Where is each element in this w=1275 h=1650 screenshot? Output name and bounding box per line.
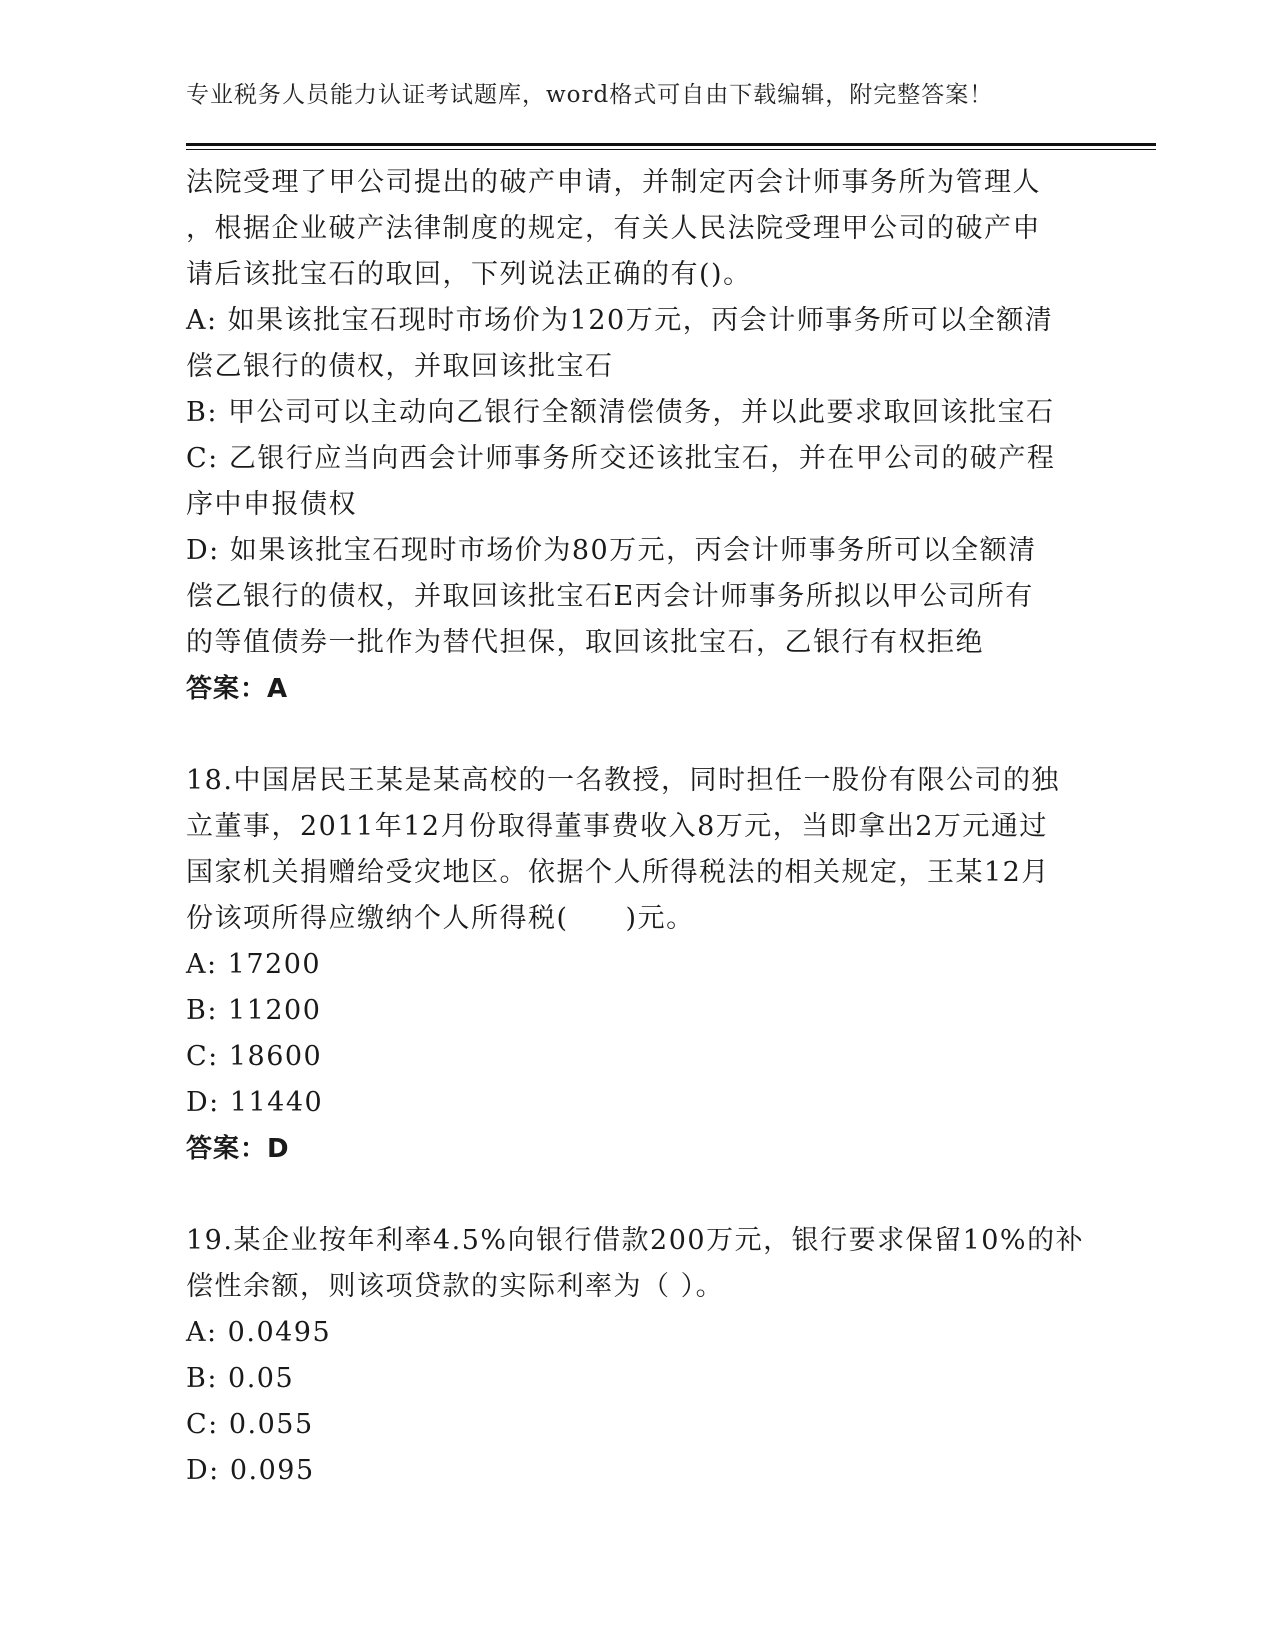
question-18-option-d: D: 11440 <box>186 1087 324 1118</box>
question-19-option-a: A: 0.0495 <box>186 1317 332 1348</box>
question-17-option-d: D: 如果该批宝石现时市场价为80万元，丙会计师事务所可以全额清 <box>186 535 1037 566</box>
question-19 <box>186 1218 1086 1494</box>
question-19-stem-line: 偿性余额，则该项贷款的实际利率为（ ）。 <box>186 1271 725 1302</box>
question-18-stem-line: 国家机关捐赠给受灾地区。依据个人所得税法的相关规定，王某12月 <box>186 857 1050 888</box>
question-17-option-b: B: 甲公司可以主动向乙银行全额清偿债务，并以此要求取回该批宝石 <box>186 397 1055 428</box>
question-17-option-d: 偿乙银行的债权，并取回该批宝石E丙会计师事务所拟以甲公司所有 <box>186 581 1034 612</box>
question-17-option-c: C: 乙银行应当向西会计师事务所交还该批宝石，并在甲公司的破产程 <box>186 443 1056 474</box>
question-17-stem-line: ，根据企业破产法律制度的规定，有关人民法院受理甲公司的破产申 <box>186 213 1041 244</box>
question-19-option-c: C: 0.055 <box>186 1409 314 1440</box>
question-18-option-a: A: 17200 <box>186 949 322 980</box>
question-17-answer: 答案：A <box>186 674 289 704</box>
question-content <box>186 160 1086 1494</box>
question-17-option-c: 序中申报债权 <box>186 489 357 520</box>
header-rule-thick <box>186 143 1156 146</box>
question-18-option-b: B: 11200 <box>186 995 322 1026</box>
question-17-option-a: A: 如果该批宝石现时市场价为120万元，丙会计师事务所可以全额清 <box>186 305 1054 336</box>
page-header: 专业税务人员能力认证考试题库，word格式可自由下载编辑，附完整答案！ <box>186 82 994 108</box>
question-17 <box>186 160 1086 712</box>
spacer <box>186 1172 1086 1218</box>
question-18-option-c: C: 18600 <box>186 1041 323 1072</box>
question-19-option-d: D: 0.095 <box>186 1455 315 1486</box>
question-18-stem-line: 份该项所得应缴纳个人所得税( )元。 <box>186 903 695 934</box>
question-18-stem-line: 18.中国居民王某是某高校的一名教授，同时担任一股份有限公司的独 <box>186 765 1060 796</box>
question-17-option-d: 的等值债券一批作为替代担保，取回该批宝石，乙银行有权拒绝 <box>186 627 984 658</box>
question-18 <box>186 758 1086 1172</box>
question-19-option-b: B: 0.05 <box>186 1363 295 1394</box>
question-19-stem-line: 19.某企业按年利率4.5%向银行借款200万元，银行要求保留10%的补 <box>186 1225 1085 1256</box>
question-17-stem-line: 法院受理了甲公司提出的破产申请，并制定丙会计师事务所为管理人 <box>186 167 1041 198</box>
question-18-answer: 答案：D <box>186 1134 290 1164</box>
spacer <box>186 712 1086 758</box>
question-17-option-a: 偿乙银行的债权，并取回该批宝石 <box>186 351 614 382</box>
header-rule-thin <box>186 149 1156 150</box>
question-17-stem-line: 请后该批宝石的取回，下列说法正确的有()。 <box>186 259 752 290</box>
question-18-stem-line: 立董事，2011年12月份取得董事费收入8万元，当即拿出2万元通过 <box>186 811 1048 842</box>
